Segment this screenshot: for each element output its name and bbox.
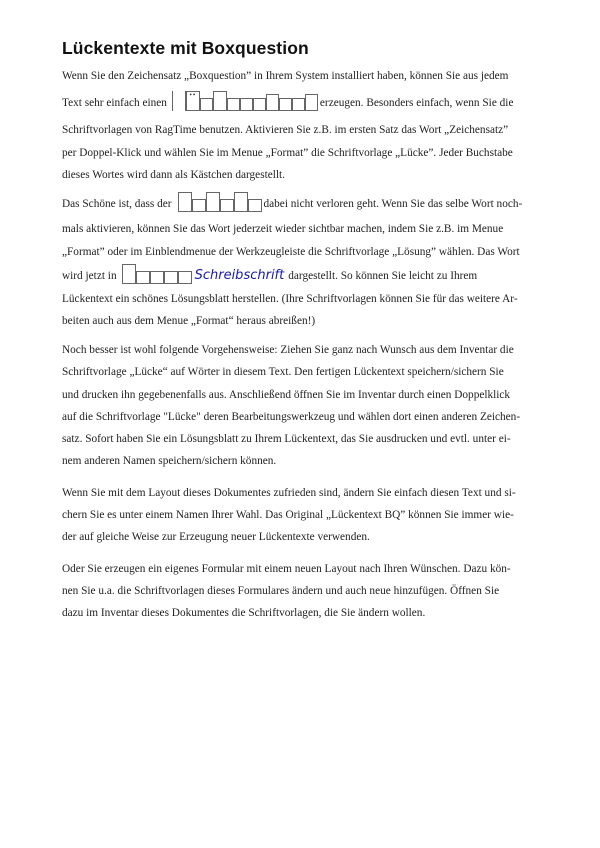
- box-cell: [227, 98, 240, 111]
- box-cell: [178, 271, 192, 284]
- box-cell: [122, 264, 136, 284]
- p4-line-2: chern Sie es unter einem Namen Ihrer Wahl. Das Original „Lückentext BQ” können Sie immer wie-: [62, 509, 514, 521]
- gap-boxes-lueckentext: [172, 91, 318, 111]
- p2-line-4-start: wird jetzt in: [62, 270, 117, 282]
- box-cell: [213, 91, 227, 111]
- p2-line-5: Lückentext ein schönes Lösungsblatt herstellen. (Ihre Schriftvorlagen können Sie für das weitere Ar-: [62, 293, 518, 305]
- box-cell: [253, 98, 266, 111]
- p5-line-2: nen Sie u.a. die Schriftvorlagen dieses Formulares ändern und auch neue hinzufügen. Öffnen Sie: [62, 585, 500, 597]
- p1-line-5: dieses Wortes wird dann als Kästchen dargestellt.: [62, 169, 285, 181]
- p3-line-3: und drucken ihn gegebenenfalls aus. Anschließend öffnen Sie im Inventar durch einen Doppelklick: [62, 389, 511, 401]
- box-cell: [305, 94, 318, 111]
- p1-line-3: Schriftvorlagen von RagTime benutzen. Aktivieren Sie z.B. im ersten Satz das Wort „Zeichensatz”: [62, 124, 509, 136]
- p2-line-3: „Format” oder im Einblendmenue der Werkzeugleiste die Schriftvorlage „Lösung” wählen. Das Wort: [62, 246, 520, 258]
- gap-boxes-zeichensatz: [178, 192, 262, 212]
- p1-line-2-start: Text sehr einfach einen: [62, 97, 167, 109]
- umlaut-dots: ••: [189, 91, 197, 99]
- box-cell: [186, 91, 200, 111]
- box-cell: [206, 192, 220, 212]
- p5-line-3: dazu im Inventar dieses Dokumentes die Schriftvorlagen, die Sie ändern wollen.: [62, 607, 426, 619]
- box-cell: [292, 98, 305, 111]
- box-cell: [279, 98, 292, 111]
- box-cell: [178, 192, 192, 212]
- box-cell: [200, 98, 213, 111]
- p4-line-3: der auf gleiche Weise zur Erzeugung neuer Lückentexte verwenden.: [62, 531, 370, 543]
- box-cell: [164, 271, 178, 284]
- box-cell: [192, 199, 206, 212]
- p4-line-1: Wenn Sie mit dem Layout dieses Dokumentes zufrieden sind, ändern Sie einfach diesen Text und si-: [62, 487, 516, 499]
- box-cell: [266, 94, 279, 111]
- p2-line-2: mals aktivieren, können Sie das Wort jederzeit wieder sichtbar machen, indem Sie z.B. im Menue: [62, 223, 504, 235]
- p2-line-4-end: dargestellt. So können Sie leicht zu Ihrem: [288, 270, 478, 282]
- p3-line-2: Schriftvorlage „Lücke“ auf Wörter in diesem Text. Den fertigen Lückentext speichern/sichern Sie: [62, 366, 504, 378]
- box-cell: [150, 271, 164, 284]
- p2-line-6: beiten auch aus dem Menue „Format“ heraus abreißen!): [62, 315, 316, 327]
- gap-boxes-loesung: [122, 264, 192, 284]
- box-cell: [220, 199, 234, 212]
- p3-line-1: Noch besser ist wohl folgende Vorgehensweise: Ziehen Sie ganz nach Wunsch aus dem Inventar die: [62, 344, 514, 356]
- p2-line-1-end: dabei nicht verloren geht. Wenn Sie das selbe Wort noch-: [263, 198, 523, 210]
- p1-line-4: per Doppel-Klick und wählen Sie im Menue „Format” die Schriftvorlage „Lücke”. Jeder Buchstabe: [62, 147, 513, 159]
- box-cell: [248, 199, 262, 212]
- p5-line-1: Oder Sie erzeugen ein eigenes Formular mit einem neuen Layout nach Ihren Wünschen. Dazu kön-: [62, 563, 511, 575]
- p3-line-4: auf die Schriftvorlage "Lücke" deren Bearbeitungswerkzeug und wählen dort einen anderen Zeichen-: [62, 411, 521, 423]
- p3-line-5: satz. Sofort haben Sie ein Lösungsblatt zu Ihrem Lückentext, das Sie ausdrucken und evtl. unter ei-: [62, 433, 511, 445]
- p2-line-1-start: Das Schöne ist, dass der: [62, 198, 172, 210]
- box-cell: [136, 271, 150, 284]
- page-title: Lückentexte mit Boxquestion: [62, 38, 309, 58]
- box-cell: [234, 192, 248, 212]
- script-word: Schreibschrift: [194, 268, 285, 283]
- box-cell: [172, 91, 186, 111]
- p1-line-1: Wenn Sie den Zeichensatz „Boxquestion” in Ihrem System installiert haben, können Sie aus jedem: [62, 70, 509, 82]
- p3-line-6: nem anderen Namen speichern/sichern können.: [62, 455, 277, 467]
- box-cell: [240, 98, 253, 111]
- p2-line-1: [62, 196, 522, 212]
- p1-line-2-end: erzeugen. Besonders einfach, wenn Sie die: [319, 97, 514, 109]
- p2-line-4: [62, 268, 477, 284]
- p1-line-2: [62, 91, 514, 111]
